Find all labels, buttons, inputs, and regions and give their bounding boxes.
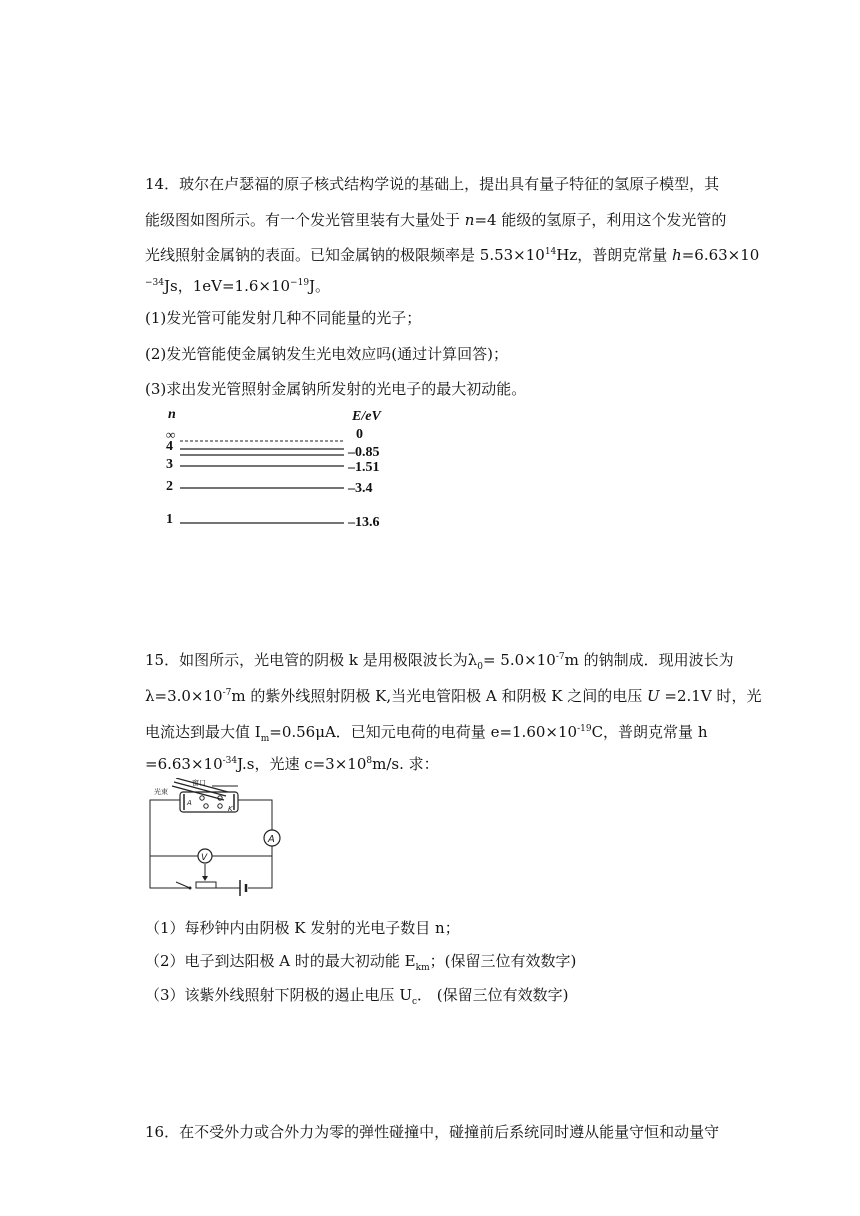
- circuit-drawing: [140, 778, 290, 900]
- wire-right: [248, 846, 272, 888]
- q15-part-3: （3）该紫外线照射下阴极的遏止电压 $U_c$． (保留三位有效数字): [145, 986, 569, 1007]
- e-axis-label: E/eV: [352, 409, 381, 424]
- slider-arrow: [202, 876, 208, 881]
- q14-line-4: $^{-34}$Js，$1eV=1.6\times 10^{-19}J$。: [145, 277, 331, 295]
- q15-line-4: $=6.63\times 10^{-34}J.s$，光速 $c=3\times 10^8m/s$. 求：: [145, 755, 439, 773]
- level-n-4: 4: [166, 439, 173, 454]
- window-label: 窗口: [192, 779, 206, 787]
- anode-label: A: [187, 799, 192, 807]
- level-e-2: –3.4: [348, 481, 373, 496]
- q15-part-1: （1）每秒钟内由阴极 K 发射的光电子数目 n；: [145, 919, 460, 937]
- beam-label: 光束: [154, 788, 168, 796]
- level-e-1: –13.6: [348, 515, 380, 530]
- energy-level-diagram: [160, 405, 400, 535]
- q16-line-1: 16．在不受外力或合外力为零的弹性碰撞中，碰撞前后系统同时遵从能量守恒和动量守: [145, 1123, 720, 1141]
- q15-line-1: 15．如图所示，光电管的阴极 k 是用极限波长为$\lambda_0= 5.0\times 10^{-7}m$ 的钠制成．现用波长为: [145, 651, 734, 672]
- q14-part-2: (2)发光管能使金属钠发生光电效应吗(通过计算回答)；: [145, 345, 508, 363]
- ammeter-label: A: [268, 834, 275, 845]
- level-n-1: 1: [166, 512, 173, 527]
- rheostat: [196, 882, 216, 888]
- q15-part-2: （2）电子到达阳极 A 时的最大初动能 $E_{km}$；(保留三位有效数字): [145, 952, 577, 973]
- wire-top-right: [238, 800, 272, 830]
- switch-lever: [176, 882, 190, 888]
- q14-line-2: 能级图如图所示。有一个发光管里装有大量处于 n=4 能级的氢原子，利用这个发光管的: [145, 211, 727, 229]
- q14-part-1: (1)发光管可能发射几种不同能量的光子；: [145, 309, 422, 327]
- wire-top-left: [150, 800, 190, 888]
- level-e-inf: 0: [356, 427, 363, 442]
- q15-line-3: 电流达到最大值 $I_m=0.56\mu A$．已知元电荷的电荷量 $e=1.60\times 10^{-19}C$，普朗克常量 h: [145, 723, 708, 744]
- level-n-2: 2: [166, 479, 173, 494]
- q14-line-3: 光线照射金属钠的表面。已知金属钠的极限频率是 $5.53\times 10^{14}Hz$，普朗克常量 h=6.63×10: [145, 246, 760, 264]
- photoelectric-circuit-diagram: [140, 778, 290, 900]
- voltmeter-label: V: [201, 853, 208, 863]
- q14-line-1: 14．玻尔在卢瑟福的原子核式结构学说的基础上，提出具有量子特征的氢原子模型，其: [145, 175, 720, 193]
- level-e-3: –1.51: [348, 460, 380, 475]
- level-n-inf: ∞: [166, 427, 176, 442]
- q15-line-2: $\lambda=3.0\times 10^{-7}m$ 的紫外线照射阴极 K,当光电管阳极 A 和阴极 K 之间的电压 U =2.1V 时，光: [145, 687, 762, 705]
- q14-part-3: (3)求出发光管照射金属钠所发射的光电子的最大初动能。: [145, 380, 527, 398]
- n-axis-label: n: [168, 407, 176, 422]
- level-e-4: –0.85: [348, 445, 380, 460]
- level-n-3: 3: [166, 457, 173, 472]
- cathode-label: K: [228, 805, 233, 813]
